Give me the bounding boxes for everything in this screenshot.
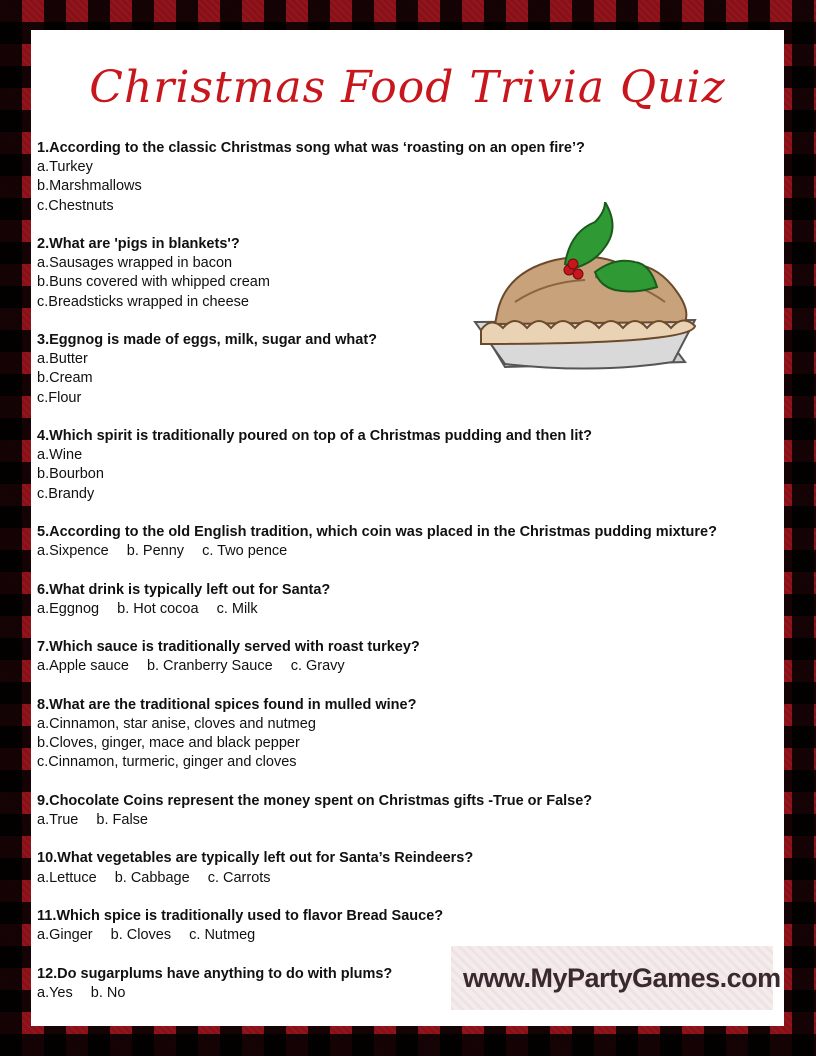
question-text: 11.Which spice is traditionally used to flavor Bread Sauce? [37, 907, 444, 924]
option: c.Cinnamon, turmeric, ginger and cloves [37, 754, 297, 771]
option: b. Cabbage [114, 869, 190, 886]
option: b.Marshmallows [37, 178, 142, 195]
question-text: 1.According to the classic Christmas song what was ‘roasting on an open fire’? [37, 140, 585, 156]
option: a.Yes [37, 984, 73, 1001]
question-text: 12.Do sugarplums have anything to do with plums? [37, 965, 393, 982]
site-logo [451, 946, 781, 1010]
option: b.Cream [37, 370, 93, 387]
option: c.Chestnuts [37, 197, 114, 214]
page-title: Christmas Food Trivia Quiz [89, 62, 726, 113]
question-list [37, 139, 797, 1022]
option: c.Brandy [37, 485, 95, 502]
option: b. False [96, 811, 148, 828]
option: b. No [90, 984, 126, 1001]
option: b.Buns covered with whipped cream [37, 274, 270, 291]
option: a.Sausages wrapped in bacon [37, 255, 233, 272]
option: c.Flour [37, 389, 82, 406]
question-text: 2.What are 'pigs in blankets'? [37, 236, 240, 252]
option: b. Hot cocoa [117, 600, 199, 617]
option: c. Milk [216, 600, 258, 617]
option: c. Carrots [207, 869, 271, 886]
question-text: 7.Which sauce is traditionally served with roast turkey? [37, 639, 420, 656]
option: a.Wine [37, 447, 83, 464]
option: b. Penny [126, 543, 185, 560]
question-item [37, 523, 797, 561]
question-item [37, 792, 797, 830]
logo-text: www.MyPartyGames.com [463, 962, 781, 993]
question-text: 4.Which spirit is traditionally poured on top of a Christmas pudding and then lit? [37, 428, 593, 444]
option: a.Ginger [37, 927, 93, 944]
option: c.Breadsticks wrapped in cheese [37, 293, 249, 310]
option-row [37, 926, 797, 945]
option: a.Sixpence [37, 543, 109, 560]
option: c. Two pence [202, 543, 288, 560]
quiz-card [31, 30, 784, 1026]
question-text: 5.According to the old English tradition, which coin was placed in the Christmas pudding mixture? [37, 524, 717, 540]
option: b. Cloves [110, 927, 172, 944]
question-item [37, 331, 797, 408]
option-row [37, 869, 797, 888]
option: a.Eggnog [37, 600, 100, 617]
option: b.Cloves, ginger, mace and black pepper [37, 735, 300, 752]
question-item [37, 235, 797, 312]
option: c. Nutmeg [189, 927, 256, 944]
question-item [37, 638, 797, 676]
question-item [37, 849, 797, 887]
option-row [37, 542, 797, 561]
question-text: 10.What vegetables are typically left out for Santa’s Reindeers? [37, 850, 474, 867]
option: a.Turkey [37, 159, 93, 176]
option: c. Gravy [290, 658, 345, 675]
option: a.True [37, 811, 79, 828]
question-item [37, 696, 797, 773]
question-item [37, 581, 797, 619]
option-row [37, 811, 797, 830]
option-row [37, 657, 797, 676]
option-row [37, 600, 797, 619]
question-item [37, 907, 797, 945]
question-item [37, 139, 797, 216]
question-text: 9.Chocolate Coins represent the money spent on Christmas gifts -True or False? [37, 792, 593, 809]
option: a.Apple sauce [37, 658, 129, 675]
question-text: 8.What are the traditional spices found in mulled wine? [37, 696, 417, 713]
question-text: 6.What drink is typically left out for Santa? [37, 581, 331, 598]
option: a.Lettuce [37, 869, 97, 886]
question-item [37, 427, 797, 504]
option: b. Cranberry Sauce [146, 658, 273, 675]
option: a.Butter [37, 351, 88, 368]
question-text: 3.Eggnog is made of eggs, milk, sugar and what? [37, 332, 377, 348]
option: a.Cinnamon, star anise, cloves and nutmeg [37, 715, 316, 732]
option: b.Bourbon [37, 466, 104, 483]
